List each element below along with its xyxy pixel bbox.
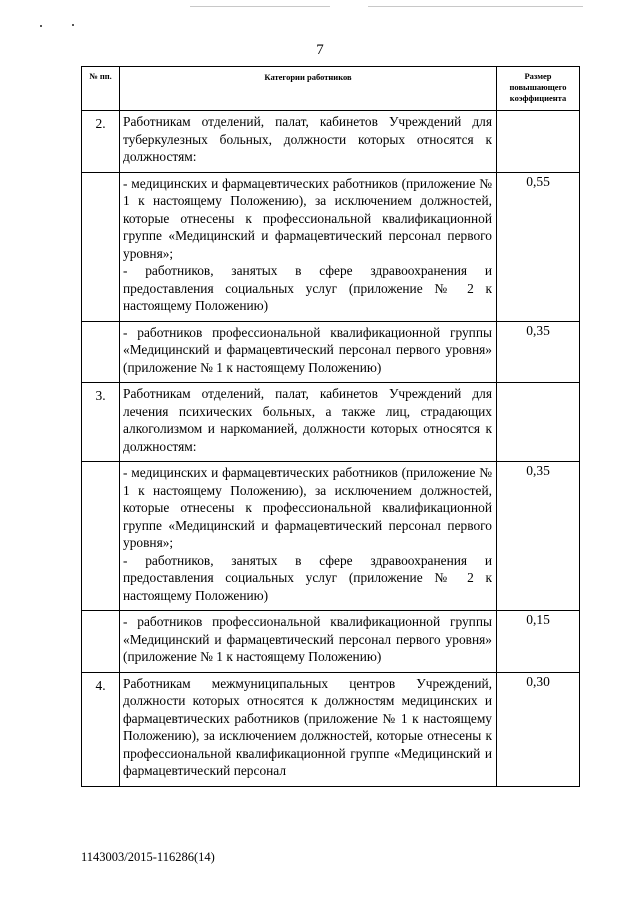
row-coefficient: 0,35 (497, 462, 580, 611)
page-number: 7 (316, 42, 324, 58)
table-row (82, 172, 580, 321)
row-category-text (120, 672, 497, 786)
row-coefficient: 0,15 (497, 611, 580, 673)
coefficient-table (81, 66, 580, 787)
row-number (82, 172, 120, 321)
table-row (82, 111, 580, 173)
table-row (82, 672, 580, 786)
scan-top-line-left (190, 6, 330, 7)
table-body (82, 111, 580, 787)
row-number (82, 611, 120, 673)
header-num: № пп. (82, 67, 120, 111)
header-coefficient: Размер повышающего коэффициента (497, 67, 580, 111)
table-row (82, 462, 580, 611)
table-row (82, 611, 580, 673)
row-category-text (120, 611, 497, 673)
row-category-text (120, 172, 497, 321)
scan-top-line-right (368, 6, 583, 7)
category-paragraph: - работников, занятых в сфере здравоохранения и предоставления социальных услуг (приложение № 2 к настоящему Положению) (123, 263, 492, 313)
row-category-text (120, 321, 497, 383)
category-paragraph: Работникам отделений, палат, кабинетов Учреждений для туберкулезных больных, должности которых относятся к должностям: (123, 114, 492, 164)
table-row (82, 321, 580, 383)
scan-speck (40, 25, 42, 27)
row-coefficient (497, 111, 580, 173)
category-paragraph: Работникам отделений, палат, кабинетов Учреждений для лечения психических больных, а также лиц, страдающих алкоголизмом и наркоманией, должности которых относятся к должностям: (123, 386, 492, 454)
row-category-text (120, 111, 497, 173)
header-category: Категории работников (120, 67, 497, 111)
row-number: 2. (82, 111, 120, 173)
category-paragraph: - работников профессиональной квалификационной группы «Медицинский и фармацевтический персонал первого уровня» (приложение № 1 к настоящему Положению) (123, 614, 492, 664)
row-coefficient (497, 383, 580, 462)
row-number (82, 321, 120, 383)
row-coefficient: 0,30 (497, 672, 580, 786)
category-paragraph: - медицинских и фармацевтических работников (приложение № 1 к настоящему Положению), за исключением должностей, которые отнесены к профессиональной квалификационной группе «Медицинский и фармацевтический персонал первого уровня»; (123, 175, 492, 261)
row-category-text (120, 462, 497, 611)
category-paragraph: Работникам межмуниципальных центров Учреждений, должности которых относятся к должностям медицинских и фармацевтических работников (приложение № 1 к настоящему Положению), за исключением должностей, которые отнесены к профессиональной квалификационной группе «Медицинский и фармацевтический персонал (123, 675, 492, 778)
scan-speck (72, 24, 74, 26)
row-coefficient: 0,35 (497, 321, 580, 383)
table-row (82, 383, 580, 462)
row-coefficient: 0,55 (497, 172, 580, 321)
category-paragraph: - работников профессиональной квалификационной группы «Медицинский и фармацевтический персонал первого уровня» (приложение № 1 к настоящему Положению) (123, 324, 492, 375)
row-number (82, 462, 120, 611)
row-number: 4. (82, 672, 120, 786)
row-category-text (120, 383, 497, 462)
category-paragraph: - медицинских и фармацевтических работников (приложение № 1 к настоящему Положению), за исключением должностей, которые отнесены к профессиональной квалификационной группе «Медицинский и фармацевтический персонал первого уровня»; (123, 465, 492, 550)
table-header-row (82, 67, 580, 111)
row-number: 3. (82, 383, 120, 462)
document-id: 1143003/2015-116286(14) (81, 850, 215, 864)
category-paragraph: - работников, занятых в сфере здравоохранения и предоставления социальных услуг (приложение № 2 к настоящему Положению) (123, 552, 492, 603)
